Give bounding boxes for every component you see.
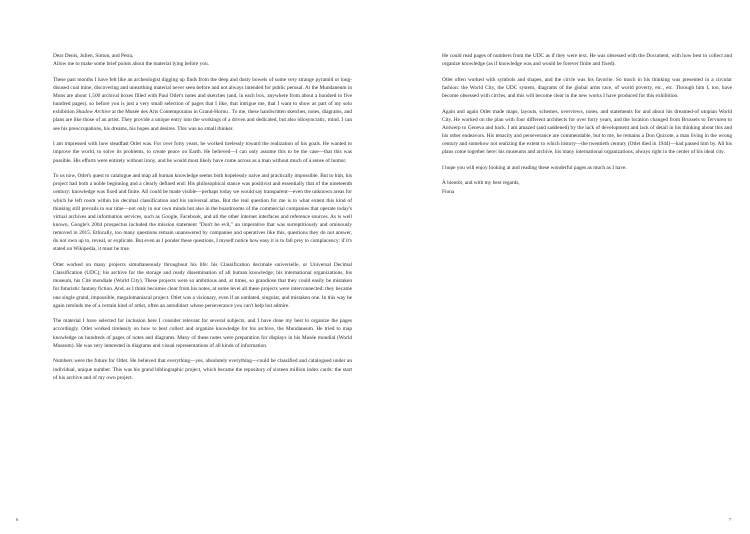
paragraph: He could read pages of numbers from the UDC as if they were text. He was obsessed with the Document, with how best to collect and organize knowledge (as if knowledge was and would be forever finite and fixed). [442, 53, 732, 68]
paragraph: I hope you will enjoy looking at and reading these wonderful pages as much as I have. [442, 164, 627, 171]
exhibition-title: Shadow Archive [76, 109, 111, 116]
paragraph: Again and again Otlet made maps, layouts, schemes, overviews, notes, and statements for and about his dreamed-of utopian World City. He worked on the plan with four different architects for over forty years, and the location changed from Brussels to Tervuren to Antwerp to Geneva and back. I am amazed (and saddened) by the lack of development and lack of detail in his thinking about this and his other endeavors. His tenacity and perseverance are commendable, but to me, he remains a Don Quixote, a man living in the wrong century and somehow not realizing the extent to which history—the twentieth century (Otlet died in 1944)—had passed him by. All his plans come together here: his museums and archive, his many international organizations, always right in the center of his ideal city. [442, 108, 732, 156]
letter-intro: Allow me to make some brief points about the material lying before you. [53, 61, 209, 68]
paragraph: Otlet often worked with symbols and shapes, and the circle was his favorite. So much in his thinking was presented in a circular fashion: the World City, the UDC system, diagrams of the global arms race, of world poverty, etc., etc. Through him I, too, have become obsessed with circles, and this will become clear in the new works I have produced for this exhibition. [442, 76, 732, 100]
right-page [442, 52, 732, 203]
letter-closing: À bientôt, and with my best regards, [442, 180, 520, 187]
page-number-left: 6 [16, 517, 19, 522]
paragraph: I am impressed with how steadfast Otlet was. For over forty years, he worked tirelessly toward the realization of his goals. He wanted to improve the world, to solve its problems, to create peace on Earth. He believed—I can only assume this to be the case—that this was possible. His efforts were entirely without irony, and he would most likely have come across as a man without much of a sense of humor. [53, 141, 352, 164]
paragraph: Numbers were the future for Otlet. He believed that everything—yes, absolutely everything—could be classified and catalogued under an individual, unique number. This was his grand bibliographic project, which became the repository of sixteen million index cards: the start of his archive and of my own project. [53, 358, 352, 381]
paragraph: To us now, Otlet's quest to catalogue and map all human knowledge seems both hopelessly naive and practically impossible. But to him, his project had both a noble beginning and a clearly defined end: His philosophical stance was positivist and essentially that of the nineteenth century: knowledge was fixed and finite. All could be made visible—perhaps today we would say transparent—even the unknown areas for which he left room within his decimal classification and his universal atlas. But the real question for me is to what extent this kind of thinking still prevails in our time—not only in our own minds but also in the boardrooms of the commercial companies that operate today's virtual archives and information services, such as Google, Facebook, and all the other internet interfaces and reference sources. As is well known, Google's 2004 prospectus included the mission statement "Don't be evil," an imperative that was surreptitiously and ominously removed in 2015. Ethically, too many questions remain unanswered by companies and operatives like this, questions they do not answer, do not own up to, reveal, or explicate. But even as I ponder these questions, I myself notice how easy it is to fall prey to complacency: if it's stated on Wikipedia, it must be true. [53, 173, 352, 253]
letter-salutation: Dear Denis, Julien, Simon, and Petra, [53, 53, 134, 59]
left-page [53, 52, 352, 389]
paragraph: These past months I have felt like an archeologist digging up finds from the deep and dusty bowels of some very strange pyramid or long-disused coal mine, discovering and unearthing material never seen before and not always intended for public perusal. At the Mundaneum in Mons are about 1,500 archival boxes filled with Paul Otlet's notes and sketches (and, in each box, anywhere from about a hundred to five hundred pages), so before you is just a very small selection of pages that I like, that intrigue me, that I want to show as part of my solo exhibition Shadow Archive at the Musée des Arts Contemporains in Grand-Hornu . To me, these handwritten sketches, notes, diagrams, and plans are like those of an artist. They provide a unique entry into the workings of a driven and dedicated, but also idiosyncratic, mind. I can see his preoccupations, his dreams, his hopes and desires. This was no small thinker. [53, 76, 352, 132]
paragraph: The material I have selected for inclusion here I consider relevant for several subjects, and I have done my best to organize the pages accordingly. Otlet worked tirelessly on how to best collect and organize knowledge for his archive, the Mundaneum. He tried to map knowledge on hundreds of pages of notes and diagrams. Many of these notes were preparation for displays in his Musée mondial (World Museum). He was very interested in diagrams and visual representations of all kinds of information. [53, 318, 352, 349]
page-number-right: 7 [729, 517, 732, 522]
paragraph: Otlet worked on many projects simultaneously throughout his life: his Classification decimale universelle, or Universal Decimal Classification (UDC); his archive for the storage and ready dissemination of all human knowledge; his international organizations, his museum, his Cité mondiale (World City). These projects were so ambitious and, at times, so grandiose that they could easily be mistaken for futuristic fantasy fiction. And, as I think becomes clear from his notes, at some level all these projects were interconnected: they became one single grand, impossible, megalomaniacal project. Otlet was a visionary, even if an outdated, singular, and mistaken one. In this way he again reminds me of a certain kind of artist, often an autodidact whose perseverance you can't help but admire. [53, 262, 352, 309]
letter-signature: Fiona [442, 188, 455, 195]
